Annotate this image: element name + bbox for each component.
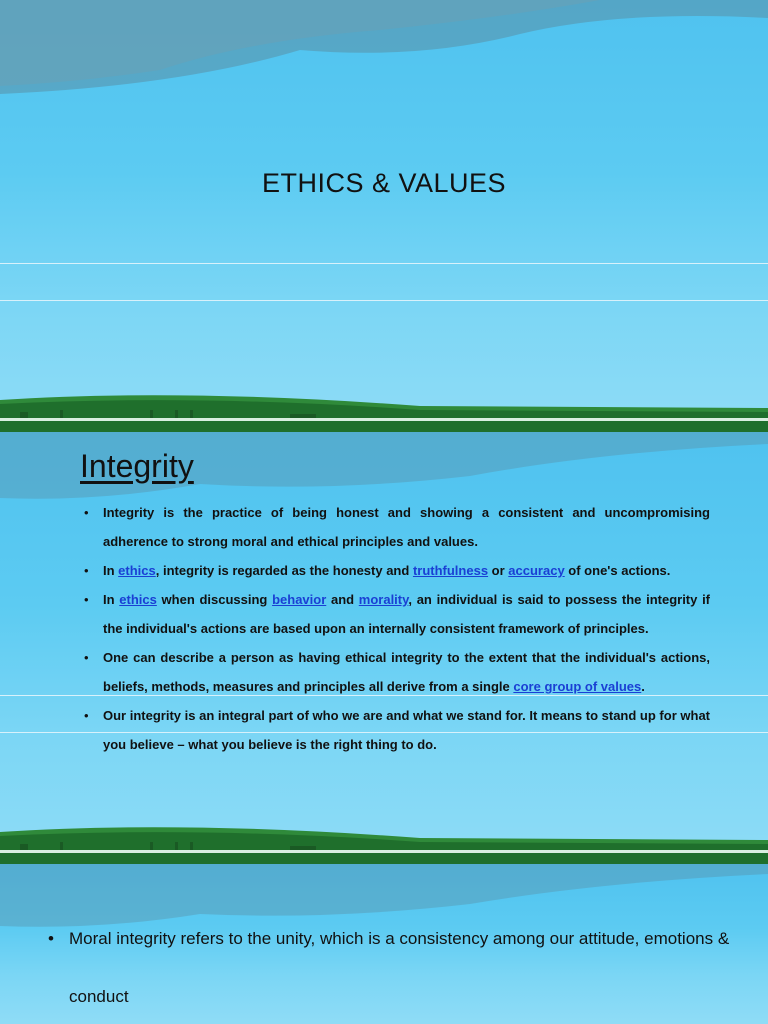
moral-integrity-bullet-list bbox=[48, 910, 738, 1024]
core-group-of-values-link[interactable]: core group of values bbox=[513, 679, 642, 694]
list-item: • In ethics, integrity is regarded as the honesty and truthfulness or accuracy of one's actions. bbox=[84, 556, 710, 585]
integrity-bullet-list bbox=[84, 498, 710, 759]
moral-integrity-slide bbox=[0, 864, 768, 1024]
slide-heading: Integrity bbox=[80, 448, 194, 484]
landscape-decoration bbox=[0, 824, 768, 864]
morality-link[interactable]: morality bbox=[358, 592, 409, 607]
list-item: • Moral integrity refers to the unity, which is a consistency among our attitude, emotions & conduct bbox=[48, 910, 738, 1024]
list-item: • In ethics when discussing behavior and morality, an individual is said to possess the integrity if the individual's actions are based upon an internally consistent framework of principles. bbox=[84, 585, 710, 643]
list-item: • Our integrity is an integral part of who we are and what we stand for. It means to stand up for what you believe – what you believe is the right thing to do. bbox=[84, 701, 710, 759]
integrity-slide bbox=[0, 432, 768, 864]
ethics-link[interactable]: ethics bbox=[119, 592, 157, 607]
behavior-link[interactable]: behavior bbox=[272, 592, 327, 607]
truthfulness-link[interactable]: truthfulness bbox=[412, 563, 489, 578]
ethics-link[interactable]: ethics bbox=[118, 563, 156, 578]
title-slide bbox=[0, 0, 768, 432]
accuracy-link[interactable]: accuracy bbox=[508, 563, 565, 578]
slide-title: ETHICS & VALUES bbox=[261, 168, 507, 198]
divider-line bbox=[0, 300, 768, 301]
divider-line bbox=[0, 263, 768, 264]
clouds-decoration bbox=[0, 0, 768, 100]
list-item: • One can describe a person as having ethical integrity to the extent that the individual's actions, beliefs, methods, measures and principles all derive from a single core group of values. bbox=[84, 643, 710, 701]
list-item: • Integrity is the practice of being honest and showing a consistent and uncompromising adherence to strong moral and ethical principles and values. bbox=[84, 498, 710, 556]
landscape-decoration bbox=[0, 392, 768, 432]
